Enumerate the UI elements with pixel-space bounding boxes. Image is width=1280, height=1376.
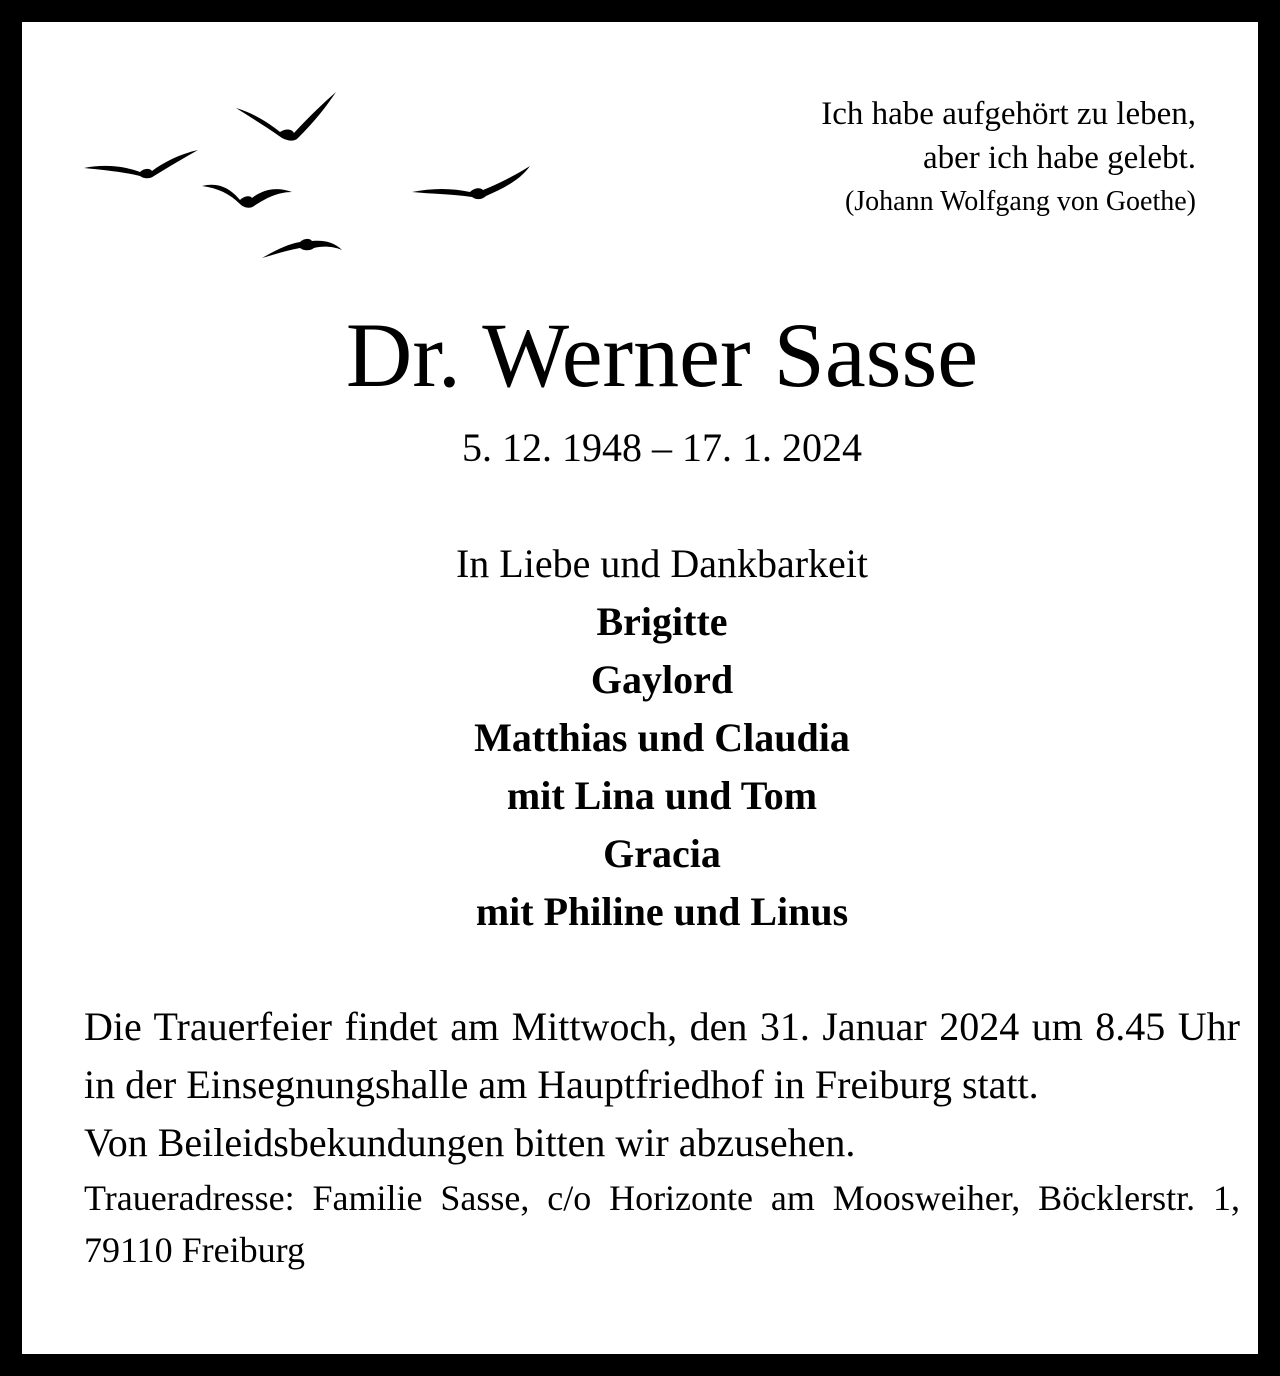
mourner-name: Matthias und Claudia	[474, 715, 850, 760]
flying-birds-icon	[80, 84, 540, 274]
bird-icon	[202, 185, 292, 208]
ceremony-text: Die Trauerfeier findet am Mittwoch, den 31. Januar 2024 um 8.45 Uhr in der Einsegnungshalle am Hauptfriedhof in Freiburg statt.	[84, 1004, 1240, 1107]
funeral-notice	[84, 998, 1240, 1276]
bird-icon	[262, 239, 342, 258]
mourner-name: Gracia	[603, 831, 721, 876]
life-dates: 5. 12. 1948 – 17. 1. 2024	[462, 425, 862, 470]
mourner-name: mit Philine und Linus	[475, 889, 849, 934]
bird-icon	[84, 150, 198, 178]
mourner-name: mit Lina und Tom	[506, 773, 818, 818]
condolence-text: Von Beileidsbekundungen bitten wir abzusehen.	[84, 1120, 856, 1165]
deceased-name: Dr. Werner Sasse	[345, 304, 979, 406]
mourning-address: Traueradresse: Familie Sasse, c/o Horizonte am Moosweiher, Böcklerstr. 1, 79110 Freiburg	[84, 1178, 1240, 1270]
mourner-name: Gaylord	[590, 657, 734, 702]
mourner-name: Brigitte	[596, 599, 728, 644]
mourners-intro: In Liebe und Dankbarkeit	[455, 541, 869, 586]
mourners-block	[22, 535, 1280, 941]
goethe-quote	[636, 92, 1196, 224]
quote-line: Ich habe aufgehört zu leben,	[821, 96, 1196, 132]
quote-author: (Johann Wolfgang von Goethe)	[844, 186, 1196, 217]
bird-icon	[236, 92, 336, 141]
quote-line: aber ich habe gelebt.	[922, 140, 1196, 176]
bird-icon	[412, 166, 530, 199]
